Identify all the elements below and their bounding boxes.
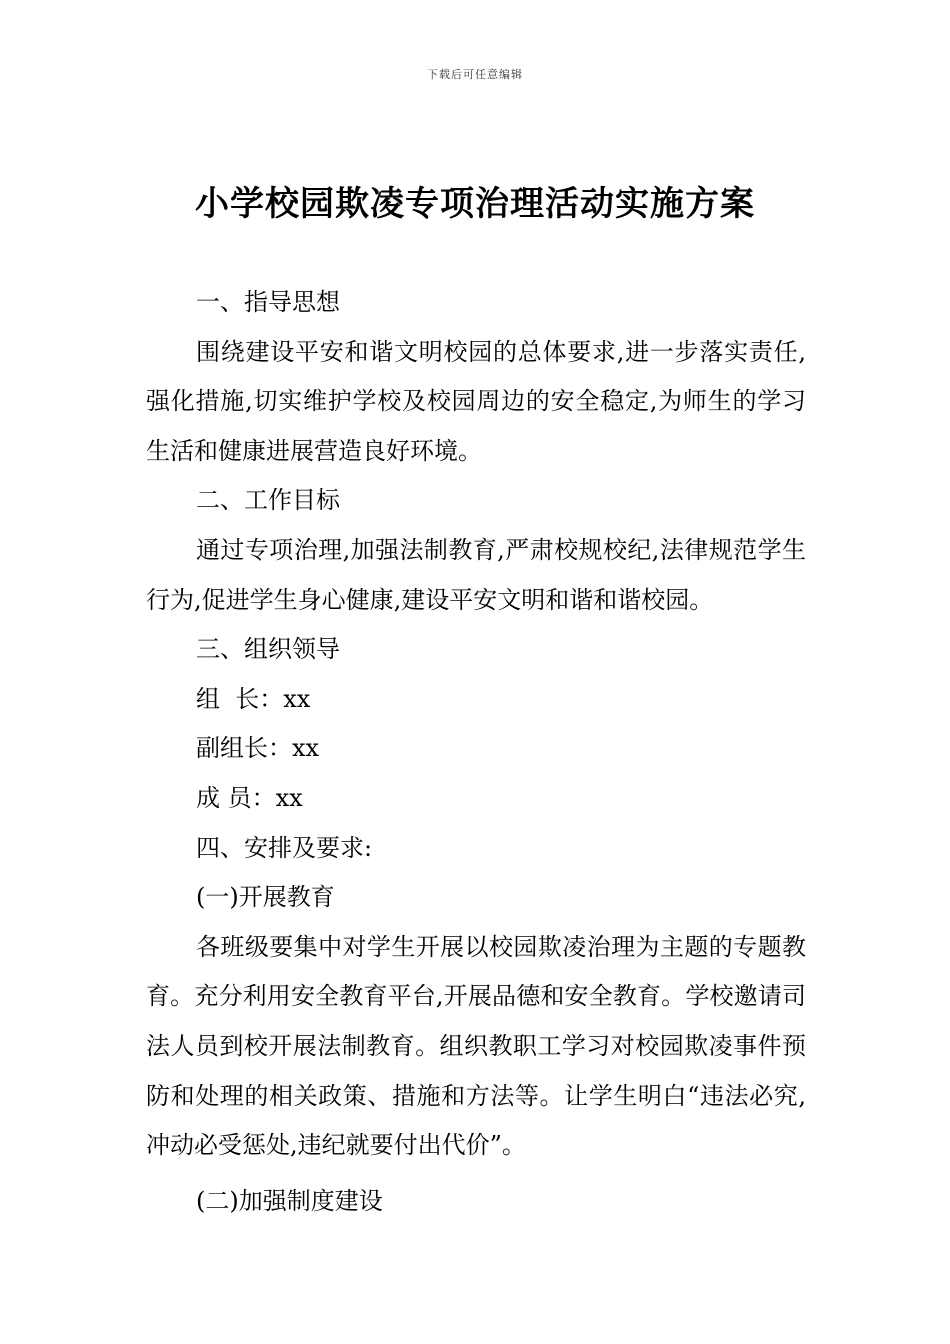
section-heading-work-goals: 二、工作目标 bbox=[196, 486, 340, 515]
section-heading-guiding-ideology: 一、指导思想 bbox=[196, 288, 340, 316]
paragraph-education: 各班级要集中对学生开展以校园欺凌治理为主题的专题教育。充分利用安全教育平台,开展品德和安全教育。学校邀请司法人员到校开展法制教育。组织教职工学习对校园欺凌事件预防和处理的相关政策、措施和方法等。让学生明白“违法必究,冲动必受惩处,违纪就要付出代价”。 bbox=[146, 932, 806, 1160]
members-line: 成 员：xx bbox=[196, 783, 303, 812]
paragraph-work-goals: 通过专项治理,加强法制教育,严肃校规校纪,法律规范学生行为,促进学生身心健康,建设平安文明和谐和谐校园。 bbox=[146, 535, 806, 614]
subsection-heading-system-building: (二)加强制度建设 bbox=[196, 1186, 383, 1215]
document-title: 小学校园欺凌专项治理活动实施方案 bbox=[195, 184, 755, 224]
page-header-note: 下载后可任意编辑 bbox=[427, 68, 523, 81]
leader-line: 组 长：xx bbox=[196, 684, 311, 713]
deputy-leader-line: 副组长：xx bbox=[196, 734, 320, 763]
section-heading-organization: 三、组织领导 bbox=[196, 635, 340, 664]
paragraph-guiding-ideology: 围绕建设平安和谐文明校园的总体要求,进一步落实责任,强化措施,切实维护学校及校园周边的安全稳定,为师生的学习生活和健康进展营造良好环境。 bbox=[146, 337, 806, 465]
section-heading-arrangements: 四、安排及要求: bbox=[196, 833, 373, 862]
document-body bbox=[146, 278, 806, 1226]
subsection-heading-education: (一)开展教育 bbox=[196, 883, 335, 912]
